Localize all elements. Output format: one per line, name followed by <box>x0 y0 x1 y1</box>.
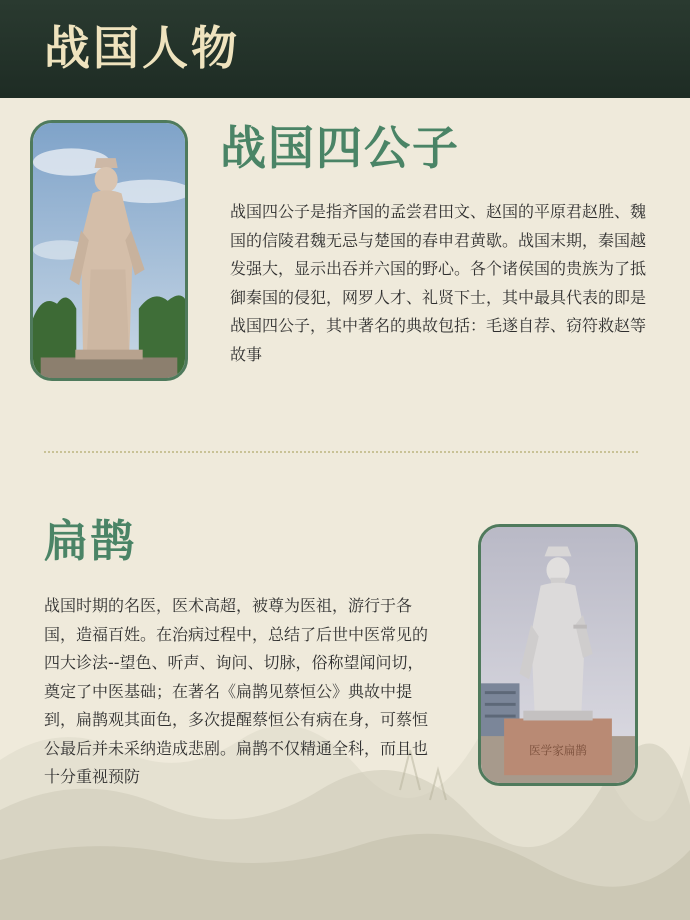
section-body-bianque: 战国时期的名医，医术高超，被尊为医祖，游行于各国，造福百姓。在治病过程中，总结了后世中医常见的四大诊法--望色、听声、询问、切脉，俗称望闻问切，奠定了中医基础；在著名《扁鹊见蔡恒公》典故中提到，扁鹊观其面色，多次提醒蔡恒公有病在身，可蔡恒公最后并未采纳造成悲剧。扁鹊不仅精通全科，而且也十分重视预防 <box>44 596 429 786</box>
header-banner <box>0 0 690 98</box>
statue-photo-bianque <box>478 524 638 786</box>
stone-statue-photo <box>33 123 185 378</box>
section-heading-bianque: 扁鹊 <box>44 516 136 567</box>
section-body-four-lords: 战国四公子是指齐国的孟尝君田文、赵国的平原君赵胜、魏国的信陵君魏无忌与楚国的春申君黄歇。战国末期，秦国越发强大，显示出吞并六国的野心。各个诸侯国的贵族为了抵御秦国的侵犯，网罗人才、礼贤下士，其中最具代表的即是战国四公子，其中著名的典故包括：毛遂自荐、窃符救赵等故事 <box>230 202 647 364</box>
section-divider <box>44 451 638 453</box>
page-title: 战国人物 <box>44 21 240 75</box>
bianque-statue-photo <box>481 527 635 783</box>
plaque-inscription: 医学家扁鹊 <box>529 743 587 758</box>
section-heading-four-lords: 战国四公子 <box>220 121 460 175</box>
statue-photo-four-lords <box>30 120 188 381</box>
